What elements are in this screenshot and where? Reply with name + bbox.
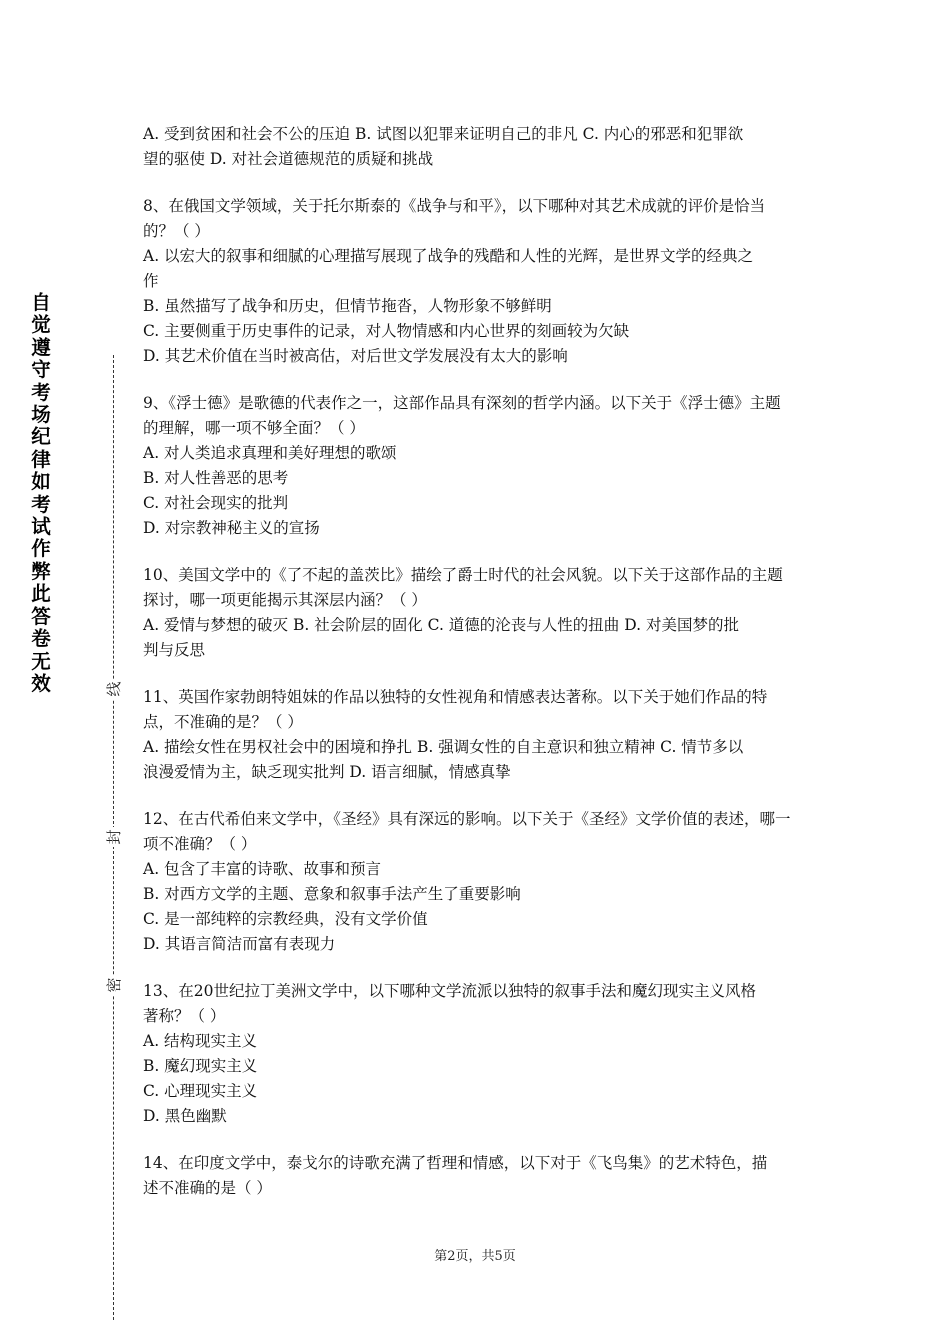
question-content [143,122,811,1223]
warning-char: 自 [31,291,51,314]
warning-char: 律 [31,447,51,471]
question-stem: 点，不准确的是？（ ） [143,713,303,731]
warning-char: 如 [31,470,51,494]
exam-discipline-warning [28,292,54,695]
option-c: C. 是一部纯粹的宗教经典，没有文学价值 [143,910,428,928]
option-line: 浪漫爱情为主，缺乏现实批判 D. 语言细腻，情感真挚 [143,763,511,781]
warning-char: 场 [31,403,51,427]
warning-char: 遵 [31,335,51,359]
question-14 [143,1151,811,1201]
warning-char: 答 [31,604,51,628]
question-8 [143,194,811,369]
cut-label-xian: 线 [105,679,123,699]
question-stem: 10、美国文学中的《了不起的盖茨比》描绘了爵士时代的社会风貌。以下关于这部作品的主题 [143,566,783,584]
cut-label-mi: 密 [105,975,123,995]
question-stem: 探讨，哪一项更能揭示其深层内涵？（ ） [143,591,427,609]
question-7-options [143,122,811,172]
option-line: 望的驱使 D. 对社会道德规范的质疑和挑战 [143,150,434,168]
option-b: B. 对人性善恶的思考 [143,469,289,487]
warning-char: 无 [31,649,51,673]
option-a: A. 以宏大的叙事和细腻的心理描写展现了战争的残酷和人性的光辉，是世界文学的经典之 [143,247,754,265]
warning-char: 作 [31,537,51,561]
page-number: 第2页，共5页 [434,1249,516,1264]
question-stem: 9、《浮士德》是歌德的代表作之一，这部作品具有深刻的哲学内涵。以下关于《浮士德》主题 [143,394,781,412]
option-a-continued: 作 [143,272,159,290]
option-c: C. 对社会现实的批判 [143,494,289,512]
question-stem: 11、英国作家勃朗特姐妹的作品以独特的女性视角和情感表达著称。以下关于她们作品的特 [143,688,768,706]
question-stem: 项不准确？（ ） [143,835,257,853]
question-stem: 14、在印度文学中，泰戈尔的诗歌充满了哲理和情感，以下对于《飞鸟集》的艺术特色，描 [143,1154,768,1172]
warning-char: 效 [31,671,51,695]
option-d: D. 其语言简洁而富有表现力 [143,935,336,953]
question-9 [143,391,811,541]
option-a: A. 包含了丰富的诗歌、故事和预言 [143,860,382,878]
option-line: A. 描绘女性在男权社会中的困境和挣扎 B. 强调女性的自主意识和独立精神 C. 情节多以 [143,738,744,756]
warning-char: 纪 [31,425,51,449]
question-stem: 8、在俄国文学领域，关于托尔斯泰的《战争与和平》，以下哪种对其艺术成就的评价是恰当 [143,197,766,215]
option-a: A. 结构现实主义 [143,1032,258,1050]
option-line: 判与反思 [143,641,206,659]
question-stem: 12、在古代希伯来文学中，《圣经》具有深远的影响。以下关于《圣经》文学价值的表述，哪一 [143,810,791,828]
option-c: C. 心理现实主义 [143,1082,258,1100]
option-d: D. 其艺术价值在当时被高估，对后世文学发展没有太大的影响 [143,347,568,365]
warning-char: 觉 [31,313,51,337]
warning-char: 卷 [31,627,51,651]
warning-char: 守 [31,358,51,382]
question-stem: 述不准确的是（ ） [143,1179,272,1197]
question-10 [143,563,811,663]
warning-char: 考 [31,380,51,404]
option-line: A. 受到贫困和社会不公的压迫 B. 试图以犯罪来证明自己的非凡 C. 内心的邪恶和犯罪欲 [143,125,744,143]
warning-char: 试 [31,515,51,539]
question-stem: 的？（ ） [143,222,210,240]
option-d: D. 黑色幽默 [143,1107,227,1125]
question-stem: 著称？（ ） [143,1007,226,1025]
option-b: B. 魔幻现实主义 [143,1057,258,1075]
option-line: A. 爱情与梦想的破灭 B. 社会阶层的固化 C. 道德的沦丧与人性的扭曲 D. 对美国梦的批 [143,616,739,634]
question-13 [143,979,811,1129]
option-c: C. 主要侧重于历史事件的记录，对人物情感和内心世界的刻画较为欠缺 [143,322,630,340]
question-12 [143,807,811,957]
option-b: B. 虽然描写了战争和历史，但情节拖沓，人物形象不够鲜明 [143,297,552,315]
question-stem: 13、在20世纪拉丁美洲文学中，以下哪种文学流派以独特的叙事手法和魔幻现实主义风格 [143,982,756,1000]
option-a: A. 对人类追求真理和美好理想的歌颂 [143,444,397,462]
option-b: B. 对西方文学的主题、意象和叙事手法产生了重要影响 [143,885,521,903]
option-d: D. 对宗教神秘主义的宣扬 [143,519,320,537]
question-11 [143,685,811,785]
cut-label-feng: 封 [105,827,123,847]
warning-char: 考 [31,492,51,516]
warning-char: 弊 [31,559,51,583]
warning-char: 此 [31,582,51,606]
question-stem: 的理解，哪一项不够全面？（ ） [143,419,365,437]
